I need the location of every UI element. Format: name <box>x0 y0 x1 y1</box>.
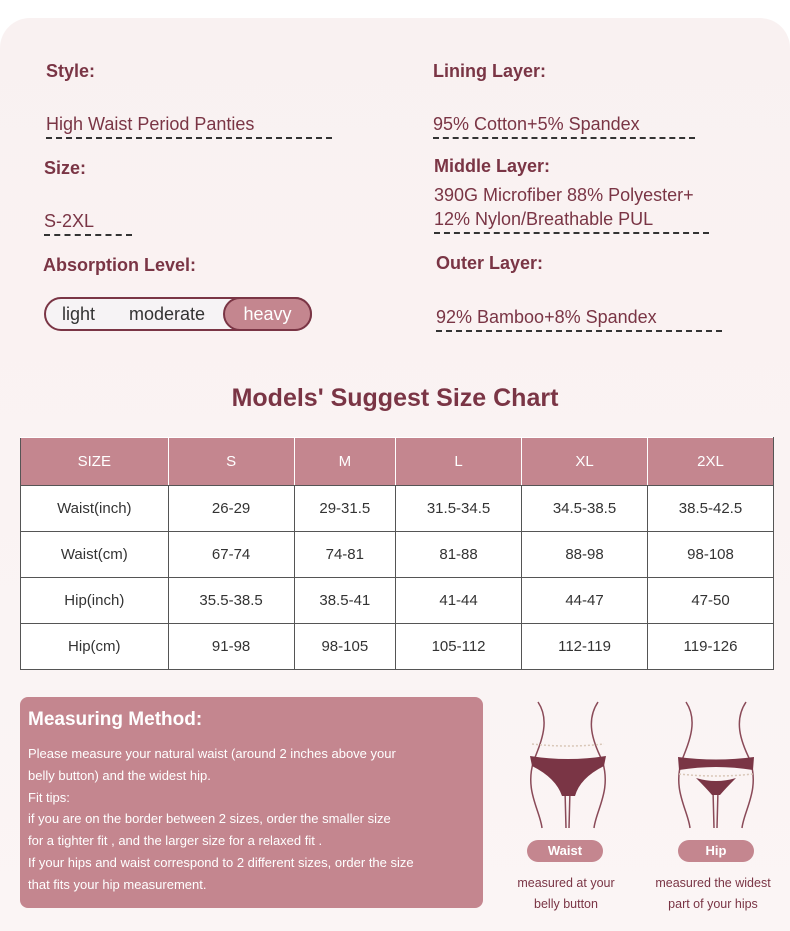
table-header-row <box>21 438 774 486</box>
size-value-cell: 81-88 <box>396 532 522 578</box>
hip-caption-line2: part of your hips <box>668 897 758 911</box>
measuring-method-box <box>20 697 483 908</box>
size-chart-title: Models' Suggest Size Chart <box>231 384 559 412</box>
header-cell: S <box>168 438 294 486</box>
table-row <box>21 578 774 624</box>
hip-caption-line1: measured the widest <box>655 876 771 890</box>
table-row <box>21 624 774 670</box>
absorption-selector <box>44 297 312 331</box>
lining-value: 95% Cotton+5% Spandex <box>433 113 695 139</box>
method-line: if you are on the border between 2 sizes, order the smaller size <box>28 811 391 827</box>
size-value-cell: 74-81 <box>294 532 395 578</box>
size-value-cell: 41-44 <box>396 578 522 624</box>
style-label: Style: <box>46 61 96 81</box>
size-value-cell: 112-119 <box>522 624 648 670</box>
method-line: Please measure your natural waist (around 2 inches above your <box>28 746 396 761</box>
size-value-cell: 34.5-38.5 <box>522 486 648 532</box>
outer-value: 92% Bamboo+8% Spandex <box>436 306 722 332</box>
method-line: If your hips and waist correspond to 2 different sizes, order the size <box>28 854 414 870</box>
method-line: Fit tips: <box>28 789 70 805</box>
size-label: Size: <box>44 158 87 178</box>
size-value-cell: 29-31.5 <box>294 486 395 532</box>
absorption-option-heavy[interactable]: heavy <box>223 297 312 331</box>
outer-label: Outer Layer: <box>436 253 544 273</box>
size-value-cell: 119-126 <box>648 624 774 670</box>
header-cell: XL <box>522 438 648 486</box>
size-value-cell: 38.5-42.5 <box>648 486 774 532</box>
measuring-method-title: Measuring Method: <box>28 709 203 730</box>
size-value-cell: 105-112 <box>396 624 522 670</box>
size-value-cell: 26-29 <box>168 486 294 532</box>
header-cell: M <box>294 438 395 486</box>
hip-body-illustration <box>668 700 763 830</box>
absorption-option-moderate[interactable]: moderate <box>129 304 206 324</box>
header-cell: L <box>396 438 522 486</box>
size-value-cell: 44-47 <box>522 578 648 624</box>
middle-value-line2: 12% Nylon/Breathable PUL <box>434 208 709 234</box>
size-value: S-2XL <box>44 210 132 236</box>
absorption-option-light[interactable]: light <box>62 304 96 324</box>
style-value: High Waist Period Panties <box>46 113 332 139</box>
size-value-cell: 98-105 <box>294 624 395 670</box>
waist-caption-line2: belly button <box>534 897 598 911</box>
size-value-cell: 98-108 <box>648 532 774 578</box>
middle-label: Middle Layer: <box>434 156 551 176</box>
waist-caption-line1: measured at your <box>517 876 615 890</box>
size-chart-table <box>20 437 774 670</box>
table-row <box>21 486 774 532</box>
measurement-label-cell: Waist(inch) <box>21 486 169 532</box>
absorption-label: Absorption Level: <box>43 255 197 275</box>
waist-tag: Waist <box>527 840 603 862</box>
size-value-cell: 88-98 <box>522 532 648 578</box>
waist-body-illustration <box>520 700 615 830</box>
measurement-label-cell: Waist(cm) <box>21 532 169 578</box>
method-line: for a tighter fit , and the larger size for a relaxed fit . <box>28 833 323 849</box>
method-line: that fits your hip measurement. <box>28 876 207 892</box>
size-value-cell: 67-74 <box>168 532 294 578</box>
method-line: belly button) and the widest hip. <box>28 767 211 783</box>
size-value-cell: 31.5-34.5 <box>396 486 522 532</box>
measurement-label-cell: Hip(inch) <box>21 578 169 624</box>
header-cell: SIZE <box>21 438 169 486</box>
middle-value-line1: 390G Microfiber 88% Polyester+ <box>434 185 694 205</box>
lining-label: Lining Layer: <box>433 61 547 81</box>
size-value-cell: 91-98 <box>168 624 294 670</box>
size-value-cell: 35.5-38.5 <box>168 578 294 624</box>
hip-tag: Hip <box>678 840 754 862</box>
measurement-label-cell: Hip(cm) <box>21 624 169 670</box>
size-value-cell: 38.5-41 <box>294 578 395 624</box>
header-cell: 2XL <box>648 438 774 486</box>
table-row <box>21 532 774 578</box>
size-value-cell: 47-50 <box>648 578 774 624</box>
